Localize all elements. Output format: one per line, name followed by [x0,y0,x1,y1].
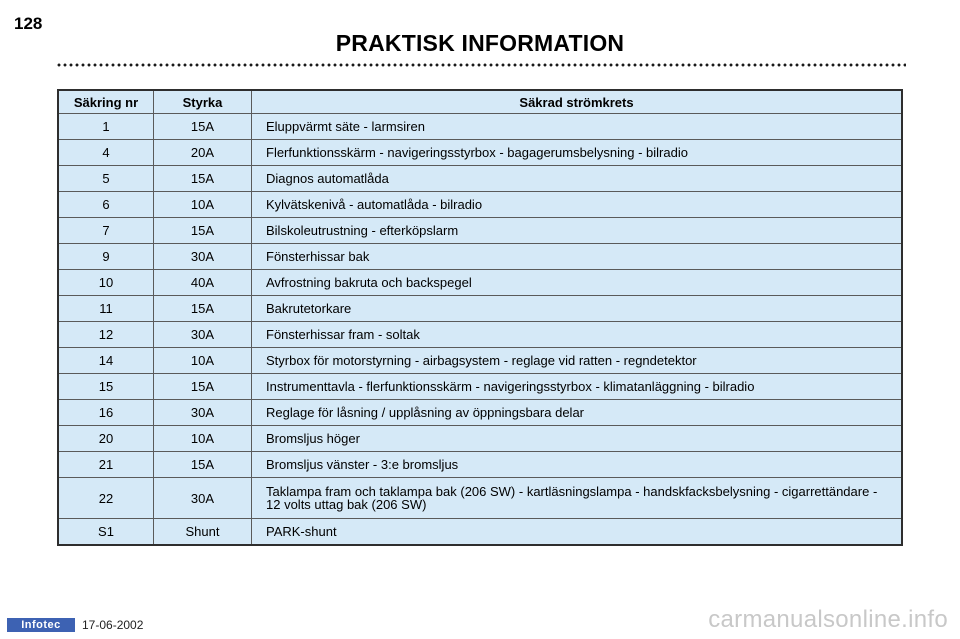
rating-cell: 30A [154,478,252,519]
fuse-number-cell: 1 [58,114,154,140]
table-row [58,426,902,452]
table-row [58,244,902,270]
page-number: 128 [14,14,43,33]
rating-cell: 15A [154,374,252,400]
circuit-cell: Fönsterhissar fram - soltak [252,322,903,348]
table-row [58,519,902,546]
fuse-number-cell: 10 [58,270,154,296]
circuit-cell: Bilskoleutrustning - efterköpslarm [252,218,903,244]
table-row [58,166,902,192]
fuse-number-cell: S1 [58,519,154,546]
fuse-number-cell: 12 [58,322,154,348]
circuit-cell: Bakrutetorkare [252,296,903,322]
circuit-cell: Fönsterhissar bak [252,244,903,270]
table-row [58,400,902,426]
fuse-number-cell: 15 [58,374,154,400]
rating-cell: 10A [154,192,252,218]
table-row [58,114,902,140]
table-row [58,140,902,166]
rating-cell: 15A [154,452,252,478]
table-row [58,322,902,348]
table-row [58,478,902,519]
circuit-cell: Avfrostning bakruta och backspegel [252,270,903,296]
watermark: carmanualsonline.info [708,606,948,633]
rating-cell: 40A [154,270,252,296]
table-row [58,452,902,478]
fuse-number-cell: 6 [58,192,154,218]
circuit-cell: Instrumenttavla - flerfunktionsskärm - navigeringsstyrbox - klimatanläggning - bilradio [252,374,903,400]
rating-cell: 15A [154,296,252,322]
table-body [58,114,902,546]
rating-cell: 10A [154,348,252,374]
header-fuse-number: Säkring nr [58,90,154,114]
rating-cell: 30A [154,322,252,348]
rating-cell: 30A [154,244,252,270]
header-rating: Styrka [154,90,252,114]
fuse-number-cell: 16 [58,400,154,426]
fuse-number-cell: 20 [58,426,154,452]
circuit-cell: Kylvätskenivå - automatlåda - bilradio [252,192,903,218]
circuit-cell: Styrbox för motorstyrning - airbagsystem - reglage vid ratten - regndetektor [252,348,903,374]
rating-cell: 15A [154,166,252,192]
rating-cell: 15A [154,218,252,244]
fuse-table-container [57,89,903,546]
footer-date: 17-06-2002 [82,618,144,632]
fuse-number-cell: 4 [58,140,154,166]
fuse-number-cell: 9 [58,244,154,270]
table-row [58,192,902,218]
header-protected-circuit: Säkrad strömkrets [252,90,903,114]
fuse-number-cell: 21 [58,452,154,478]
fuse-number-cell: 22 [58,478,154,519]
circuit-cell: Diagnos automatlåda [252,166,903,192]
rating-cell: Shunt [154,519,252,546]
page-title: PRAKTISK INFORMATION [335,30,625,56]
circuit-cell: PARK-shunt [252,519,903,546]
rating-cell: 20A [154,140,252,166]
table-row [58,270,902,296]
fuse-table [57,89,903,546]
table-header-row [58,90,902,114]
circuit-cell: Taklampa fram och taklampa bak (206 SW) - kartläsningslampa - handskfacksbelysning - cigarrettändare - 12 volts uttag bak (206 SW) [252,478,903,519]
dotted-divider [56,62,906,68]
table-row [58,348,902,374]
fuse-number-cell: 11 [58,296,154,322]
rating-cell: 15A [154,114,252,140]
rating-cell: 10A [154,426,252,452]
fuse-number-cell: 7 [58,218,154,244]
table-row [58,374,902,400]
table-row [58,296,902,322]
circuit-cell: Flerfunktionsskärm - navigeringsstyrbox - bagagerumsbelysning - bilradio [252,140,903,166]
circuit-cell: Reglage för låsning / upplåsning av öppningsbara delar [252,400,903,426]
fuse-number-cell: 5 [58,166,154,192]
circuit-cell: Bromsljus höger [252,426,903,452]
circuit-cell: Bromsljus vänster - 3:e bromsljus [252,452,903,478]
circuit-cell: Eluppvärmt säte - larmsiren [252,114,903,140]
table-row [58,218,902,244]
infotec-logo: Infotec [7,618,75,632]
fuse-number-cell: 14 [58,348,154,374]
rating-cell: 30A [154,400,252,426]
